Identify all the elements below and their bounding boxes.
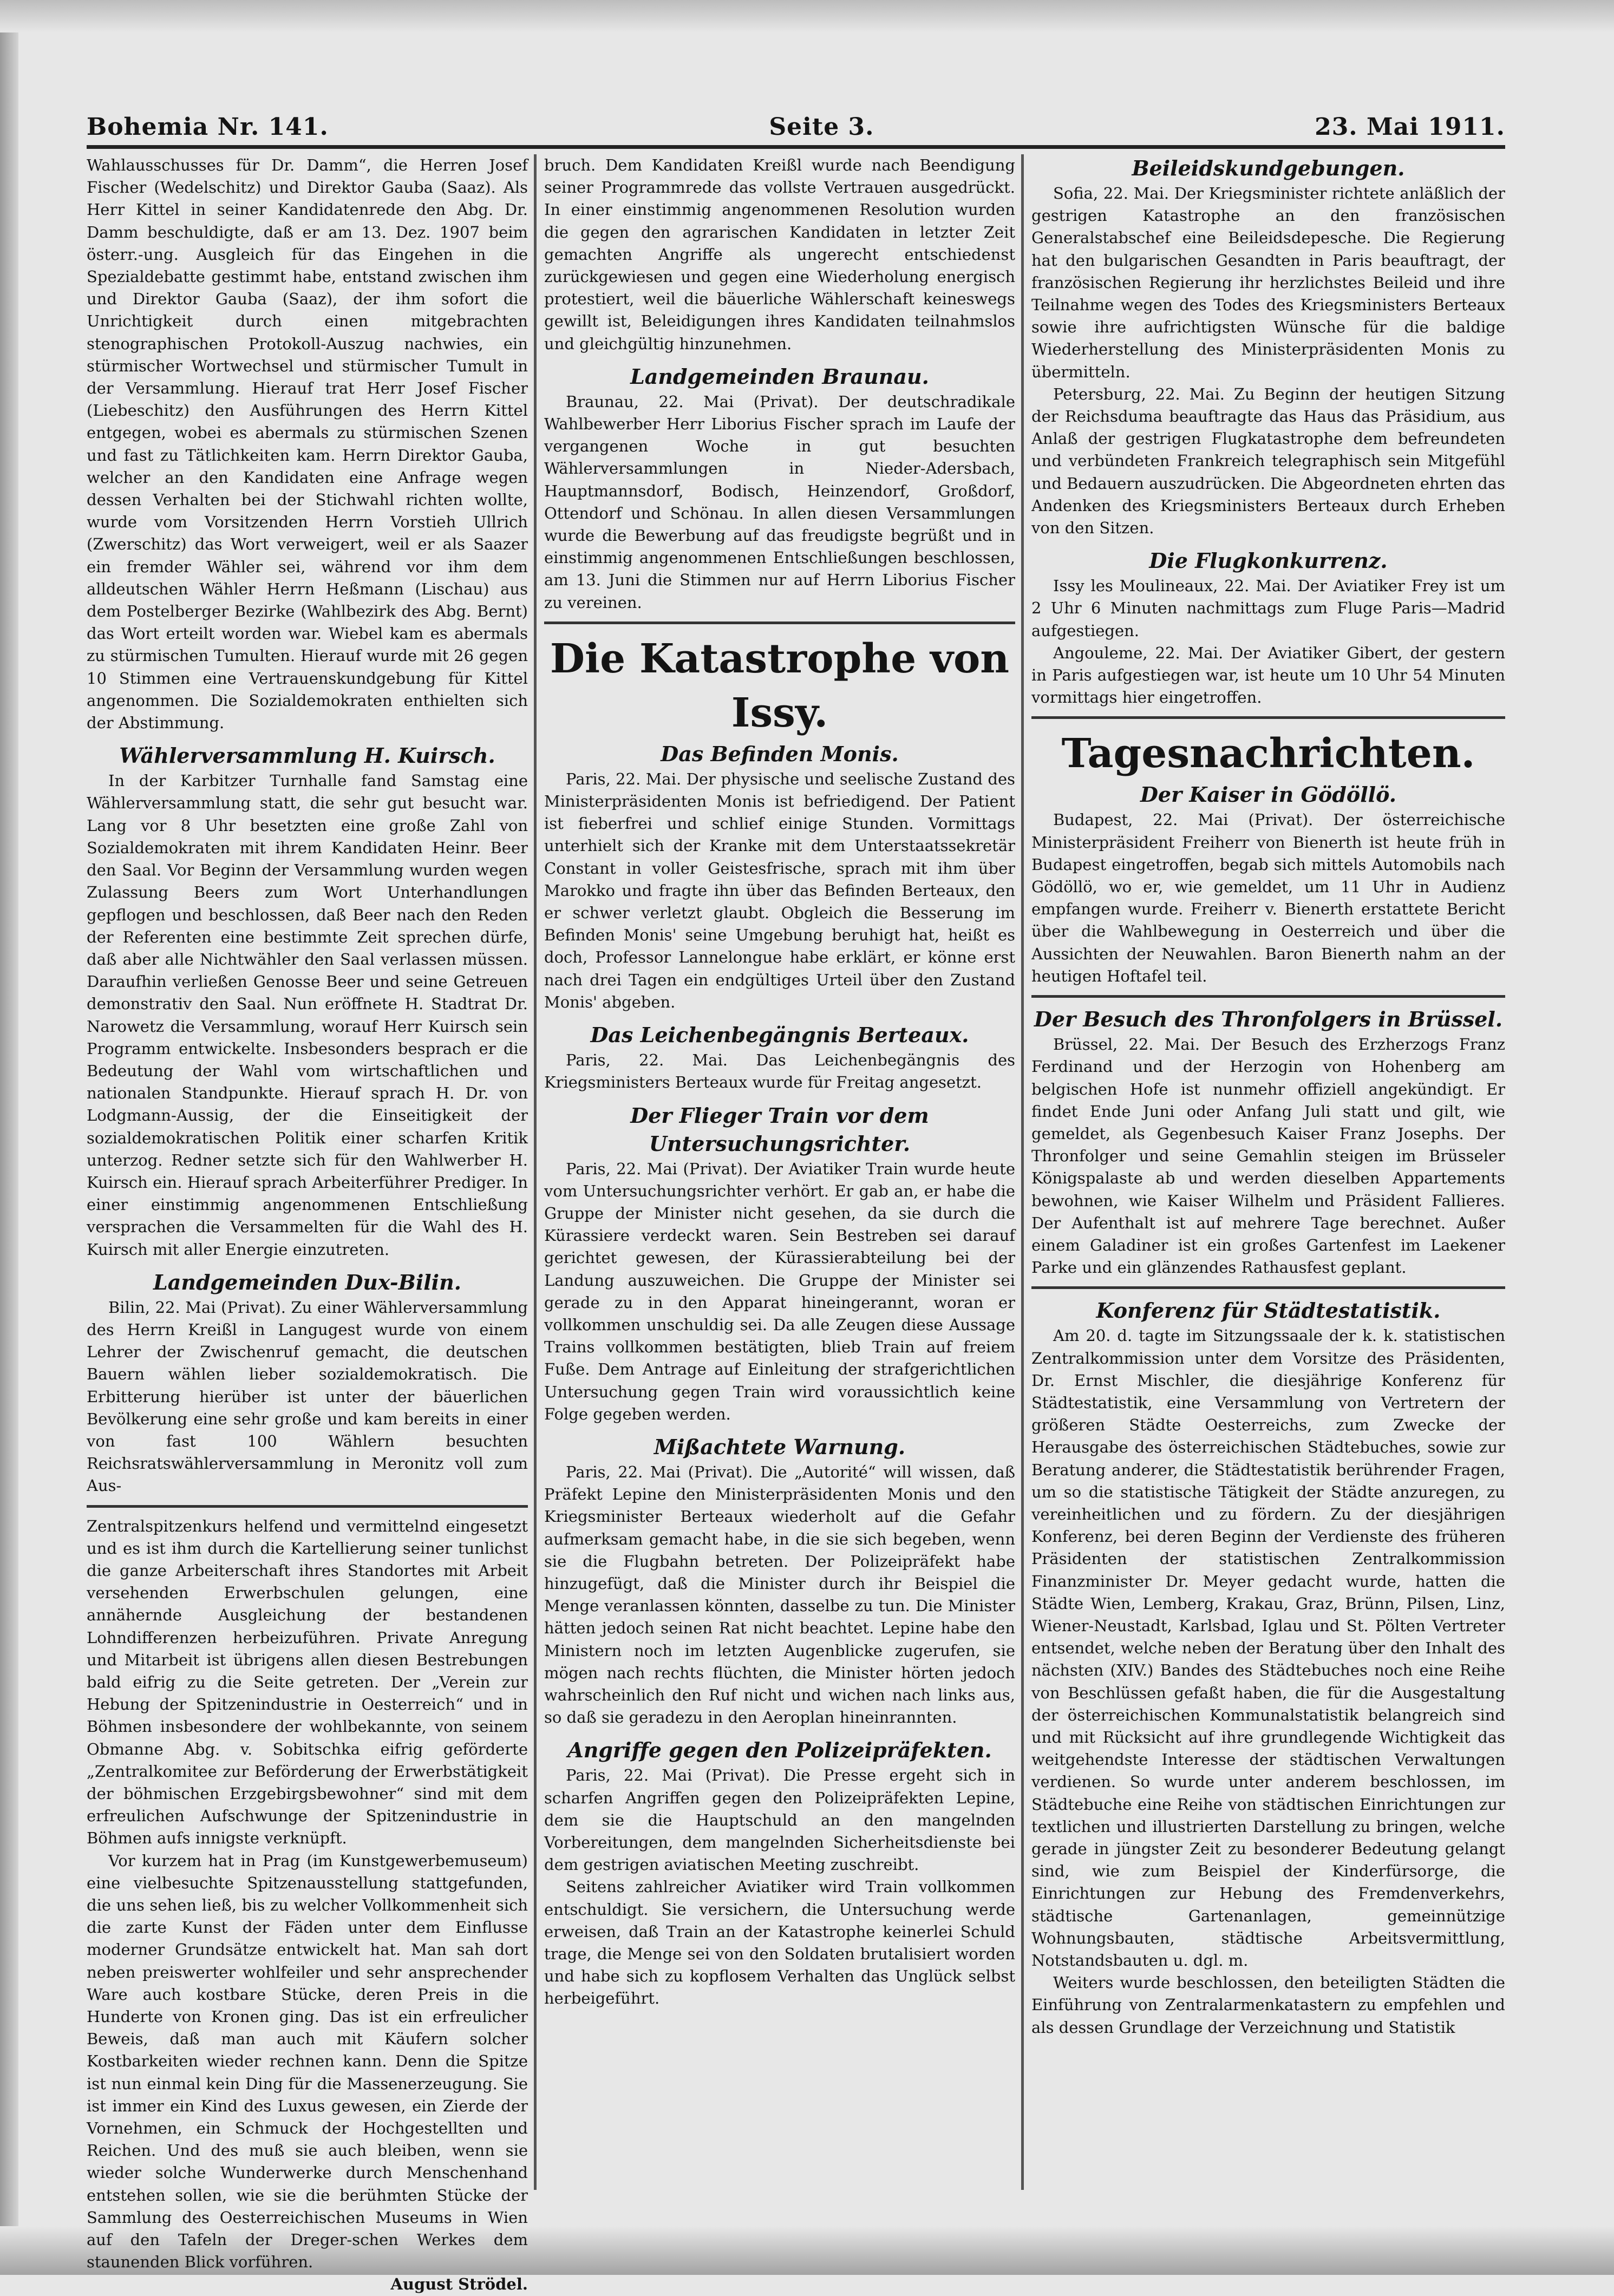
article-heading: Das Befinden Monis. [661, 741, 899, 766]
page-number: Seite 3. [769, 113, 874, 141]
author-signature: August Strödel. [390, 2275, 528, 2294]
issue-label: Bohemia Nr. 141. [87, 113, 329, 141]
article-heading: Angriffe gegen den Polizeipräfekten. [567, 1738, 992, 1763]
column-2 [544, 154, 1015, 2190]
column-3 [1031, 154, 1505, 2190]
column-divider [1021, 154, 1024, 2190]
column-divider [534, 154, 537, 2190]
section-divider [1031, 1286, 1505, 1289]
article-heading: Landgemeinden Braunau. [630, 364, 929, 389]
column-1 [87, 154, 528, 2294]
article-text: Issy les Moulineaux, 22. Mai. Der Aviatiker Frey ist um 2 Uhr 6 Minuten nachmittags zum Fluge Paris—Madrid aufgestiegen. [1031, 577, 1505, 640]
article-text: Angouleme, 22. Mai. Der Aviatiker Gibert, der gestern in Paris aufgestiegen war, ist heute um 10 Uhr 54 Minuten vormittags hier eingetroffen. [1031, 643, 1505, 707]
article-heading: Der Flieger Train vor dem Untersuchungsrichter. [630, 1103, 929, 1156]
article-text: Paris, 22. Mai (Privat). Die „Autorité“ will wissen, daß Präfekt Lepine den Ministerpräsidenten Monis und den Kriegsminister Berteaux wiederholt auf die Gefahr aufmerksam gemacht habe, in die sie sich begeben, wenn sie die Flugbahn betreten. Der Polizeipräfekt habe hinzugefügt, daß die Minister durch ihr Beispiel die Menge veranlassen könnten, dasselbe zu tun. Die Minister hätten jedoch seinen Rat nicht beachtet. Lepine habe den Ministern noch im letzten Augenblicke zugerufen, sie mögen nach rechts flüchten, die Minister hörten jedoch wahrscheinlich den Ruf nicht und wichen nach links aus, so daß sie geradezu in den Aeroplan hineinrannten. [544, 1462, 1015, 1727]
section-divider [1031, 995, 1505, 998]
article-heading: Landgemeinden Dux-Bilin. [153, 1270, 461, 1294]
article-heading: Mißachtete Warnung. [654, 1434, 906, 1459]
article-text: Am 20. d. tagte im Sitzungssaale der k. k. statistischen Zentralkommission unter dem Vorsitze des Präsidenten, Dr. Ernst Mischler, die diesjährige Konferenz für Städtestatistik, eine Versammlung von Vertretern der größeren Städte Oesterreichs, zum Zwecke der Herausgabe des österreichischen Städtebuches, sowie zur Beratung anderer, die Städtestatistik berührender Fragen, um so die statistische Tätigkeit der Städte anzuregen, zu vereinheitlichen und zu fördern. Zu der diesjährigen Konferenz, bei deren Beginn der Verdienste des früheren Präsidenten der statistischen Zentralkommission Finanzminister Dr. Meyer gedacht wurde, hatten die Städte Wien, Lemberg, Krakau, Graz, Brünn, Pilsen, Linz, Wiener-Neustadt, Karlsbad, Iglau und St. Pölten Vertreter entsendet, welche neben der Beratung über den Inhalt des nächsten (XIV.) Bandes des Städtebuches noch eine Reihe von Beschlüssen gefaßt haben, die für die Ausgestaltung der österreichischen Kommunalstatistik belangreich sind und mit Rücksicht auf ihre grundlegende Wichtigkeit das weitgehendste Interesse der städtischen Verwaltungen verdienen. So wurde unter anderem beschlossen, im Städtebuche eine Reihe von städtischen Einrichtungen zur textlichen und illustrierten Darstellung zu bringen, welche gerade in jüngster Zeit zu besonderer Bedeutung gelangt sind, wie zum Beispiel der Kinderfürsorge, die Einrichtungen zur Hebung des Fremdenverkehrs, städtische Gartenanlagen, gemeinnützige Wohnungsbauten, städtische Arbeitsvermittlung, Notstandsbauten u. dgl. m. [1031, 1326, 1505, 1970]
page-header [87, 97, 1505, 141]
article-text: Paris, 22. Mai. Das Leichenbegängnis des Kriegsministers Berteaux wurde für Freitag angesetzt. [544, 1051, 1015, 1092]
article-text: Vor kurzem hat in Prag (im Kunstgewerbemuseum) eine vielbesuchte Spitzenausstellung stattgefunden, die uns sehen ließ, bis zu welcher Vollkommenheit sich die zarte Kunst der Fäden unter dem Einflusse moderner Grundsätze entwickelt hat. Man sah dort neben preiswerter wohlfeiler und sehr ansprechender Ware auch kostbare Stücke, deren Preis in die Hunderte von Kronen ging. Das ist ein erfreulicher Beweis, daß man auch mit Käufern solcher Kostbarkeiten wieder rechnen kann. Denn die Spitze ist nun einmal kein Ding für die Massenerzeugung. Sie ist immer ein Kind des Luxus gewesen, ein Zierde der Vornehmen, ein Schmuck der Hochgestellten und Reichen. Und des muß sie auch bleiben, wenn sie wieder solche Wunderwerke durch Menschenhand entstehen sollen, wie sie die berühmten Stücke der Sammlung des Oesterreichischen Museums in Wien auf den Tafeln der Dreger-schen Werkes dem staunenden Blick vorführen. [87, 1851, 528, 2272]
article-heading: Der Besuch des Thronfolgers in Brüssel. [1034, 1007, 1503, 1032]
issue-date: 23. Mai 1911. [1315, 113, 1505, 141]
article-text: Brüssel, 22. Mai. Der Besuch des Erzherzogs Franz Ferdinand und der Herzogin von Hohenberg am belgischen Hofe ist nunmehr offiziell angekündigt. Er findet Ende Juni oder Anfang Juli statt und gilt, wie gemeldet, als Gegenbesuch Kaiser Franz Josephs. Der Thronfolger und seine Gemahlin steigen im Brüsseler Königspalaste ab und werden dieselben Appartements bewohnen, wie Kaiser Wilhelm und Präsident Fallieres. Der Aufenthalt ist auf mehrere Tage berechnet. Außer einem Galadiner ist ein großes Gartenfest im Laekener Parke und ein glänzendes Rathausfest geplant. [1031, 1035, 1505, 1277]
article-text: Petersburg, 22. Mai. Zu Beginn der heutigen Sitzung der Reichsduma beauftragte das Haus das Präsidium, aus Anlaß der gestrigen Flugkatastrophe dem befreundeten und verbündeten Frankreich telegraphisch sein Mitgefühl und Bedauern auszudrücken. Die Abgeordneten ehrten das Andenken des Kriegsministers Berteaux durch Erheben von den Sitzen. [1031, 384, 1505, 538]
article-text: Budapest, 22. Mai (Privat). Der österreichische Ministerpräsident Freiherr von Bienerth ist heute früh in Budapest eingetroffen, begab sich mittels Automobils nach Gödöllö, wo er, wie gemeldet, um 11 Uhr in Audienz empfangen wurde. Freiherr v. Bienerth erstattete Bericht über die Wahlbewegung in Oesterreich und über die Aussichten der Neuwahlen. Baron Bienerth nahm an der heutigen Hoftafel teil. [1031, 810, 1505, 985]
article-heading: Das Leichenbegängnis Berteaux. [590, 1023, 969, 1048]
article-text: Sofia, 22. Mai. Der Kriegsminister richtete anläßlich der gestrigen Katastrophe an den französischen Generalstabschef eine Beileidsdepesche. Die Regierung hat den bulgarischen Gesandten in Paris beauftragt, der französischen Regierung ihr herzlichstes Beileid und ihre Teilnahme wegen des Todes des Kriegsministers Berteaux sowie ihre aufrichtigsten Wünsche für die baldige Wiederherstellung des Ministerpräsidenten Monis zu übermitteln. [1031, 184, 1505, 381]
newspaper-page [87, 97, 1505, 2294]
article-heading: Beileidskundgebungen. [1132, 156, 1405, 180]
section-divider [544, 622, 1015, 624]
scan-shadow-top [0, 0, 1614, 32]
article-text: Wahlausschusses für Dr. Damm“, die Herren Josef Fischer (Wedelschitz) und Direktor Gauba (Saaz). Als Herr Kittel in seiner Kandidatenrede den Abg. Dr. Damm beschuldigte, daß er am 13. Dez. 1907 beim österr.-ung. Ausgleich für das Eingehen in die Spezialdebatte gestimmt habe, entstand zwischen ihm und Direktor Gauba (Saaz), der ihm sofort die Unrichtigkeit durch einen mitgebrachten stenographischen Protokoll-Auszug nachwies, ein stürmischer Wortwechsel und stürmischer Tumult in der Versammlung. Hierauf trat Herr Josef Fischer (Liebeschitz) den Ausführungen des Herrn Kittel entgegen, wobei es abermals zu stürmischen Szenen und fast zu Tätlichkeiten kam. Herrn Direktor Gauba, welcher an den Kandidaten eine Anfrage wegen dessen Verhalten bei der Stichwahl richten wollte, wurde vom Vorsitzenden Herrn Vorstieh Ullrich (Zwerschitz) das Wort verweigert, weil er als Saazer ein fremder Wähler sei, während vor ihm dem alldeutschen Wähler Herrn Heßmann (Lischau) aus dem Postelberger Bezirke (Wahlbezirk des Abg. Bernt) das Wort erteilt worden war. Wiebel kam es abermals zu stürmischen Tumulten. Hierauf wurde mit 26 gegen 10 Stimmen eine Vertrauenskundgebung für Kittel angenommen. Die Sozialdemokraten enthielten sich der Abstimmung. [87, 156, 528, 732]
article-text: bruch. Dem Kandidaten Kreißl wurde nach Beendigung seiner Programmrede das vollste Vertrauen ausgedrückt. In einer einstimmig angenommenen Resolution wurden die gegen den agrarischen Kandidaten in letzter Zeit gemachten Angriffe als ungerecht entschiedenst zurückgewiesen und gegen eine Wiederholung energisch protestiert, weil die bäuerliche Wählerschaft keineswegs gewillt ist, Beleidigungen ihres Kandidaten teilnahmslos und gleichgültig hinzunehmen. [544, 156, 1015, 353]
section-divider [1031, 716, 1505, 719]
scan-shadow-left [0, 0, 18, 2275]
article-heading: Die Flugkonkurrenz. [1149, 548, 1388, 573]
article-text: Weiters wurde beschlossen, den beteiligten Städten die Einführung von Zentralarmenkatastern zu empfehlen und als dessen Grundlage der Verzeichnung und Statistik [1031, 1973, 1505, 2037]
article-text: Paris, 22. Mai (Privat). Die Presse ergeht sich in scharfen Angriffen gegen den Polizeipräfekten Lepine, dem sie die Hauptschuld an den mangelnden Vorbereitungen, dem mangelnden Sicherheitsdienste bei dem gestrigen aviatischen Meeting zuschreibt. [544, 1766, 1015, 1874]
article-text: Seitens zahlreicher Aviatiker wird Train vollkommen entschuldigt. Sie versichern, die Untersuchung werde erweisen, daß Train an der Katastrophe keinerlei Schuld trage, die Menge sei von den Soldaten brutalisiert worden und habe sich zu kopflosem Verhalten das Unglück selbst herbeigeführt. [544, 1878, 1015, 2008]
columns [87, 154, 1505, 2294]
article-heading: Konferenz für Städtestatistik. [1096, 1298, 1441, 1323]
article-text: In der Karbitzer Turnhalle fand Samstag eine Wählerversammlung statt, die sehr gut besucht war. Lang vor 8 Uhr besetzten eine große Zahl von Sozialdemokraten mit ihrem Kandidaten Heinr. Beer den Saal. Vor Beginn der Versammlung wurden wegen Zulassung Beers zum Wort Unterhandlungen gepflogen und beschlossen, daß Beer nach den Reden der Referenten eine bestimmte Zeit sprechen dürfe, daß aber alle Nichtwähler den Saal verlassen müssen. Daraufhin verließen Genosse Beer und seine Getreuen demonstrativ den Saal. Nun eröffnete H. Stadtrat Dr. Narowetz die Versammlung, worauf Herr Kuirsch sein Programm entwickelte. Insbesonders besprach er die Bedeutung der Wahl vom wirtschaftlichen und nationalen Standpunkte. Hierauf sprach H. Dr. von Lodgmann-Aussig, der die Einseitigkeit der sozialdemokratischen Politik einer scharfen Kritik unterzog. Redner setzte sich für den Wahlwerber H. Kuirsch ein. Hierauf sprach Arbeiterführer Prediger. In einer einstimmig angenommenen Entschließung versprachen die Versammelten für die Wahl des H. Kuirsch mit aller Energie einzutreten. [87, 771, 528, 1259]
article-text: Paris, 22. Mai (Privat). Der Aviatiker Train wurde heute vom Untersuchungsrichter verhört. Er gab an, er habe die Gruppe der Minister nicht gesehen, da sie durch die Kürassiere verdeckt waren. Sein Bestreben sei darauf gerichtet gewesen, der Kürassierabteilung bei der Landung auszuweichen. Die Gruppe der Minister sei gerade zu in den Apparat hineingerannt, woran er vollkommen unschuldig sei. Da alle Zeugen diese Aussage Trains vollkommen bestätigten, blieb Train auf freiem Fuße. Dem Antrage auf Einleitung der strafgerichtlichen Untersuchung gegen Train wird voraussichtlich keine Folge gegeben werden. [544, 1159, 1015, 1423]
article-heading: Der Kaiser in Gödöllö. [1140, 782, 1397, 807]
section-divider [87, 1505, 528, 1508]
article-text: Zentralspitzenkurs helfend und vermittelnd eingesetzt und es ist ihm durch die Kartellierung seiner tunlichst die ganze Arbeiterschaft ihres Standortes mit Arbeit versehenden Erwerbschulen gelungen, eine annähernde Ausgleichung der bestandenen Lohndifferenzen herbeizuführen. Private Anregung und Mitarbeit ist übrigens allen diesen Bestrebungen bald eifrig zu die Seite getreten. Der „Verein zur Hebung der Spitzenindustrie in Oesterreich“ und in Böhmen insbesondere der wohlbekannte, von seinem Obmanne Abg. v. Sobitschka eifrig geförderte „Zentralkomitee zur Beförderung der Erwerbstätigkeit der böhmischen Erzgebirgsbewohner“ sind mit dem erfreulichen Aufschwunge der Spitzenindustrie in Böhmen aufs innigste verknüpft. [87, 1516, 528, 1848]
main-headline: Die Katastrophe von Issy. [550, 635, 1010, 736]
article-text: Braunau, 22. Mai (Privat). Der deutschradikale Wahlbewerber Herr Liborius Fischer sprach im Laufe der vergangenen Woche in gut besuchten Wählerversammlungen in Nieder-Adersbach, Hauptmannsdorf, Bodisch, Heinzendorf, Großdorf, Ottendorf und Schönau. In allen diesen Versammlungen wurde die Bewerbung auf das freudigste begrüßt und in einstimmig angenommenen Entschließungen beschlossen, am 13. Juni die Stimmen nur auf Herrn Liborius Fischer zu vereinen. [544, 392, 1015, 612]
header-rule [87, 145, 1505, 149]
article-text: Bilin, 22. Mai (Privat). Zu einer Wählerversammlung des Herrn Kreißl in Langugest wurde von einem Lehrer der Zwischenruf gemacht, die deutschen Bauern wählen lieber sozialdemokratisch. Die Erbitterung hierüber ist unter der bäuerlichen Bevölkerung eine sehr große und kam bereits in einer von fast 100 Wählern besuchten Reichsratswählerversammlung in Meronitz voll zum Aus- [87, 1298, 528, 1495]
article-text: Paris, 22. Mai. Der physische und seelische Zustand des Ministerpräsidenten Monis ist befriedigend. Der Patient ist fieberfrei und schlief einige Stunden. Vormittags unterhielt sich der Kranke mit dem Unterstaatssekretär Constant in voller Geistesfrische, sprach mit ihm über Marokko und fragte ihn über das Befinden Berteaux, den er schwer verletzt glaubt. Obgleich die Besserung im Befinden Monis' seine Umgebung beruhigt hat, heißt es doch, Professor Lannelongue habe erklärt, er könne erst nach drei Tagen ein endgültiges Urteil über den Zustand Monis' abgeben. [544, 769, 1015, 1011]
article-heading: Wählerversammlung H. Kuirsch. [119, 743, 495, 768]
section-headline: Tagesnachrichten. [1061, 730, 1475, 777]
